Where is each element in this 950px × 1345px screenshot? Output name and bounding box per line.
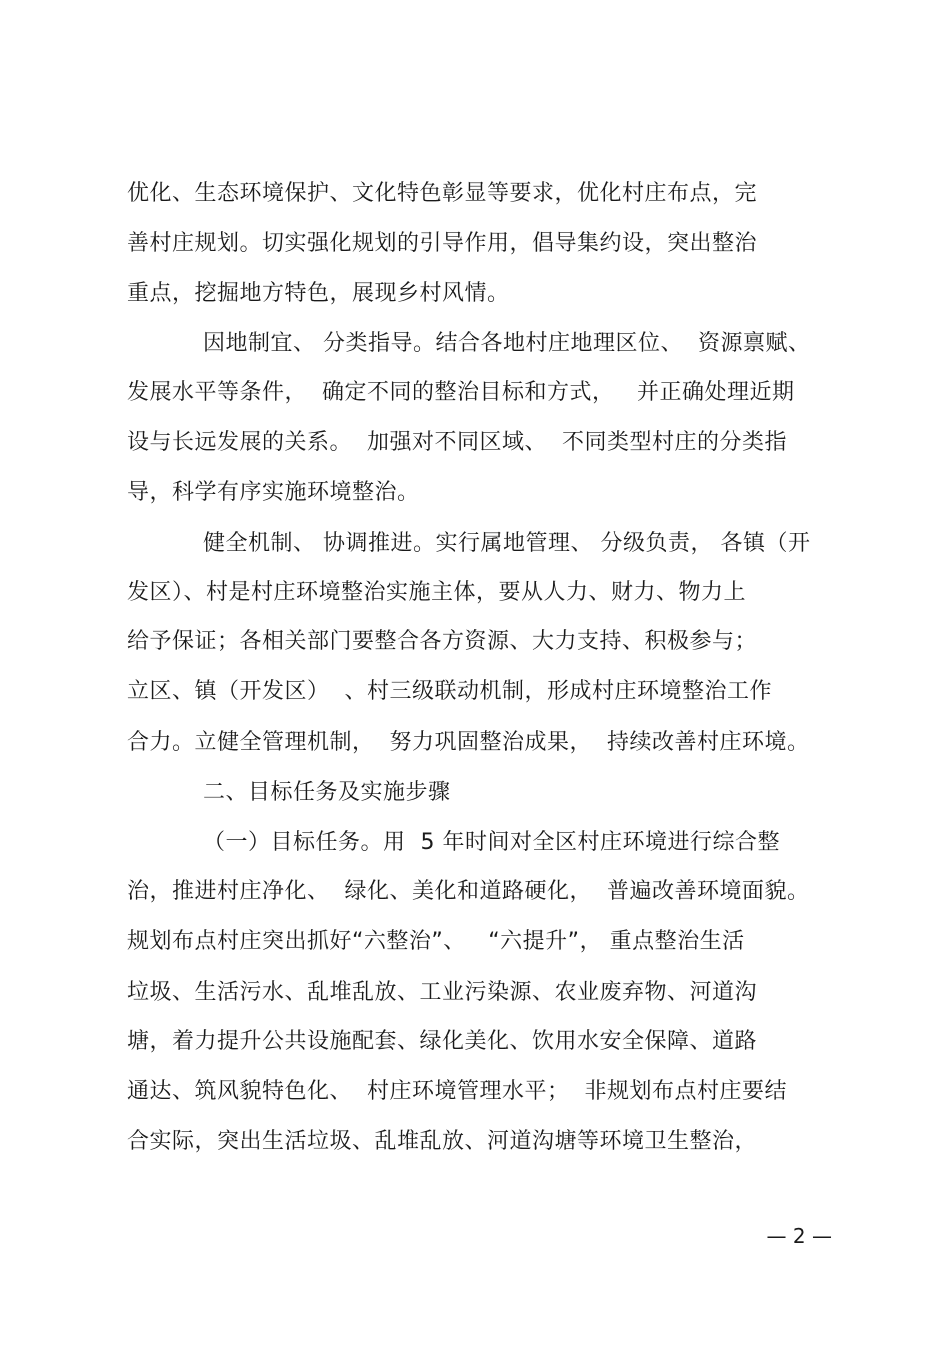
paragraph-first-line: 因地制宜、 分类指导。结合各地村庄地理区位、 资源禀赋、: [203, 331, 811, 356]
text-line: 塘，着力提升公共设施配套、绿化美化、饮用水安全保障、道路: [127, 1029, 758, 1054]
text-line: 发区）、村是村庄环境整治实施主体，要从人力、财力、物力上: [127, 580, 747, 605]
paragraph-first-line: （一）目标任务。用 5 年时间对全区村庄环境进行综合整: [203, 830, 780, 855]
page-number: — 2 —: [766, 1224, 832, 1248]
text-line: 规划布点村庄突出抓好“六整治”、 “六提升”， 重点整治生活: [127, 929, 745, 954]
text-line: 给予保证；各相关部门要整合各方资源、大力支持、积极参与；: [127, 629, 758, 654]
text-line: 善村庄规划。切实强化规划的引导作用，倡导集约设，突出整治: [127, 231, 758, 256]
section-heading: 二、目标任务及实施步骤: [203, 780, 451, 805]
text-line: 重点，挖掘地方特色，展现乡村风情。: [127, 281, 510, 306]
text-line: 垃圾、生活污水、乱堆乱放、工业污染源、农业废弃物、河道沟: [127, 980, 758, 1005]
text-line: 发展水平等条件， 确定不同的整治目标和方式， 并正确处理近期: [127, 380, 795, 405]
text-line: 治，推进村庄净化、 绿化、美化和道路硬化， 普遍改善环境面貌。: [127, 879, 810, 904]
paragraph-first-line: 健全机制、 协调推进。实行属地管理、 分级负责， 各镇（开: [203, 531, 811, 556]
text-line: 设与长远发展的关系。 加强对不同区域、 不同类型村庄的分类指: [127, 430, 787, 455]
text-line: 合实际，突出生活垃圾、乱堆乱放、河道沟塘等环境卫生整治，: [127, 1129, 758, 1154]
text-line: 合力。立健全管理机制， 努力巩固整治成果， 持续改善村庄环境。: [127, 730, 810, 755]
text-line: 优化、生态环境保护、文化特色彰显等要求，优化村庄布点，完: [127, 181, 758, 206]
text-line: 立区、镇（开发区） 、村三级联动机制，形成村庄环境整治工作: [127, 679, 772, 704]
text-line: 通达、筑风貌特色化、 村庄环境管理水平； 非规划布点村庄要结: [127, 1079, 787, 1104]
text-line: 导，科学有序实施环境整治。: [127, 480, 420, 505]
